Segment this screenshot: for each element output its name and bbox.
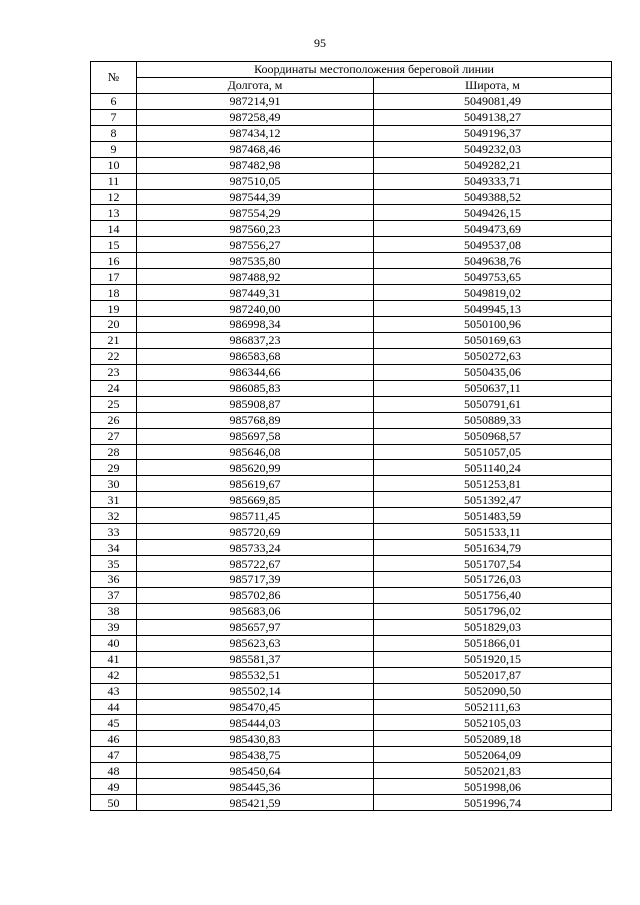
latitude-cell: 5050637,11 — [374, 380, 612, 396]
table-row — [91, 412, 612, 428]
table-body — [91, 93, 612, 810]
table-row — [91, 109, 612, 125]
latitude-cell: 5052105,03 — [374, 715, 612, 731]
table-row — [91, 396, 612, 412]
latitude-cell: 5051920,15 — [374, 651, 612, 667]
point-number-cell: 31 — [91, 492, 137, 508]
point-number-cell: 29 — [91, 460, 137, 476]
point-number-cell: 48 — [91, 763, 137, 779]
latitude-cell: 5049333,71 — [374, 173, 612, 189]
longitude-cell: 985697,58 — [137, 428, 374, 444]
table-header — [91, 62, 612, 94]
point-number-cell: 19 — [91, 301, 137, 317]
point-number-cell: 28 — [91, 444, 137, 460]
longitude-cell: 987468,46 — [137, 141, 374, 157]
longitude-cell: 987488,92 — [137, 269, 374, 285]
longitude-cell: 986085,83 — [137, 380, 374, 396]
longitude-cell: 986837,23 — [137, 332, 374, 348]
point-number-cell: 20 — [91, 317, 137, 333]
latitude-cell: 5051483,59 — [374, 508, 612, 524]
point-number-cell: 35 — [91, 556, 137, 572]
longitude-cell: 985711,45 — [137, 508, 374, 524]
point-number-cell: 40 — [91, 635, 137, 651]
longitude-cell: 985430,83 — [137, 731, 374, 747]
latitude-cell: 5049081,49 — [374, 93, 612, 109]
longitude-cell: 985450,64 — [137, 763, 374, 779]
table-row — [91, 157, 612, 173]
longitude-cell: 985421,59 — [137, 795, 374, 811]
point-number-cell: 42 — [91, 667, 137, 683]
table-row — [91, 221, 612, 237]
longitude-cell: 985532,51 — [137, 667, 374, 683]
longitude-cell: 985438,75 — [137, 747, 374, 763]
table-row — [91, 651, 612, 667]
table-row — [91, 587, 612, 603]
latitude-cell: 5050169,63 — [374, 332, 612, 348]
point-number-cell: 18 — [91, 285, 137, 301]
latitude-cell: 5051707,54 — [374, 556, 612, 572]
table-row — [91, 285, 612, 301]
longitude-cell: 985502,14 — [137, 683, 374, 699]
longitude-cell: 985445,36 — [137, 779, 374, 795]
latitude-cell: 5052017,87 — [374, 667, 612, 683]
table-row — [91, 556, 612, 572]
point-number-cell: 8 — [91, 125, 137, 141]
number-column-header: № — [91, 62, 137, 94]
longitude-cell: 985657,97 — [137, 619, 374, 635]
latitude-cell: 5049638,76 — [374, 253, 612, 269]
latitude-cell: 5052090,50 — [374, 683, 612, 699]
point-number-cell: 36 — [91, 572, 137, 588]
longitude-cell: 985720,69 — [137, 524, 374, 540]
table-row — [91, 93, 612, 109]
table-row — [91, 380, 612, 396]
table-row — [91, 683, 612, 699]
longitude-cell: 985646,08 — [137, 444, 374, 460]
longitude-cell: 985470,45 — [137, 699, 374, 715]
point-number-cell: 32 — [91, 508, 137, 524]
table-row — [91, 428, 612, 444]
latitude-cell: 5049196,37 — [374, 125, 612, 141]
latitude-cell: 5049819,02 — [374, 285, 612, 301]
point-number-cell: 21 — [91, 332, 137, 348]
table-row — [91, 301, 612, 317]
latitude-cell: 5051634,79 — [374, 540, 612, 556]
longitude-cell: 985768,89 — [137, 412, 374, 428]
table-row — [91, 460, 612, 476]
table-row — [91, 603, 612, 619]
latitude-cell: 5050889,33 — [374, 412, 612, 428]
point-number-cell: 39 — [91, 619, 137, 635]
table-row — [91, 779, 612, 795]
longitude-cell: 985717,39 — [137, 572, 374, 588]
point-number-cell: 14 — [91, 221, 137, 237]
latitude-cell: 5051726,03 — [374, 572, 612, 588]
latitude-cell: 5049473,69 — [374, 221, 612, 237]
longitude-cell: 987434,12 — [137, 125, 374, 141]
point-number-cell: 10 — [91, 157, 137, 173]
point-number-cell: 43 — [91, 683, 137, 699]
table-row — [91, 125, 612, 141]
point-number-cell: 17 — [91, 269, 137, 285]
table-row — [91, 699, 612, 715]
latitude-cell: 5051866,01 — [374, 635, 612, 651]
longitude-cell: 987214,91 — [137, 93, 374, 109]
latitude-cell: 5051796,02 — [374, 603, 612, 619]
point-number-cell: 30 — [91, 476, 137, 492]
latitude-column-header: Широта, м — [374, 77, 612, 93]
table-row — [91, 540, 612, 556]
longitude-cell: 987258,49 — [137, 109, 374, 125]
longitude-cell: 985669,85 — [137, 492, 374, 508]
latitude-cell: 5050968,57 — [374, 428, 612, 444]
longitude-column-header: Долгота, м — [137, 77, 374, 93]
point-number-cell: 6 — [91, 93, 137, 109]
table-row — [91, 508, 612, 524]
longitude-cell: 985619,67 — [137, 476, 374, 492]
table-row — [91, 269, 612, 285]
longitude-cell: 987510,05 — [137, 173, 374, 189]
latitude-cell: 5049138,27 — [374, 109, 612, 125]
point-number-cell: 41 — [91, 651, 137, 667]
longitude-cell: 987240,00 — [137, 301, 374, 317]
longitude-cell: 985908,87 — [137, 396, 374, 412]
coordinates-group-header: Координаты местоположения береговой линии — [137, 62, 612, 78]
latitude-cell: 5049388,52 — [374, 189, 612, 205]
coordinates-table — [90, 61, 612, 811]
table-row — [91, 747, 612, 763]
table-row — [91, 667, 612, 683]
point-number-cell: 37 — [91, 587, 137, 603]
point-number-cell: 47 — [91, 747, 137, 763]
table-row — [91, 763, 612, 779]
table-row — [91, 476, 612, 492]
latitude-cell: 5050791,61 — [374, 396, 612, 412]
table-row — [91, 795, 612, 811]
table-row — [91, 317, 612, 333]
latitude-cell: 5050435,06 — [374, 364, 612, 380]
point-number-cell: 44 — [91, 699, 137, 715]
longitude-cell: 987560,23 — [137, 221, 374, 237]
table-row — [91, 619, 612, 635]
latitude-cell: 5051392,47 — [374, 492, 612, 508]
table-row — [91, 492, 612, 508]
point-number-cell: 7 — [91, 109, 137, 125]
point-number-cell: 50 — [91, 795, 137, 811]
point-number-cell: 26 — [91, 412, 137, 428]
table-row — [91, 348, 612, 364]
point-number-cell: 46 — [91, 731, 137, 747]
table-row — [91, 572, 612, 588]
page-number: 95 — [314, 36, 326, 50]
latitude-cell: 5052064,09 — [374, 747, 612, 763]
point-number-cell: 25 — [91, 396, 137, 412]
latitude-cell: 5051057,05 — [374, 444, 612, 460]
longitude-cell: 986583,68 — [137, 348, 374, 364]
longitude-cell: 985722,67 — [137, 556, 374, 572]
longitude-cell: 985581,37 — [137, 651, 374, 667]
longitude-cell: 985683,06 — [137, 603, 374, 619]
latitude-cell: 5049945,13 — [374, 301, 612, 317]
latitude-cell: 5049232,03 — [374, 141, 612, 157]
point-number-cell: 11 — [91, 173, 137, 189]
longitude-cell: 987554,29 — [137, 205, 374, 221]
point-number-cell: 16 — [91, 253, 137, 269]
latitude-cell: 5051533,11 — [374, 524, 612, 540]
longitude-cell: 986998,34 — [137, 317, 374, 333]
point-number-cell: 15 — [91, 237, 137, 253]
table-row — [91, 173, 612, 189]
latitude-cell: 5051996,74 — [374, 795, 612, 811]
table-row — [91, 141, 612, 157]
longitude-cell: 985620,99 — [137, 460, 374, 476]
latitude-cell: 5050100,96 — [374, 317, 612, 333]
latitude-cell: 5050272,63 — [374, 348, 612, 364]
point-number-cell: 12 — [91, 189, 137, 205]
table-row — [91, 237, 612, 253]
point-number-cell: 49 — [91, 779, 137, 795]
point-number-cell: 38 — [91, 603, 137, 619]
longitude-cell: 987544,39 — [137, 189, 374, 205]
point-number-cell: 33 — [91, 524, 137, 540]
latitude-cell: 5051756,40 — [374, 587, 612, 603]
point-number-cell: 24 — [91, 380, 137, 396]
table-row — [91, 189, 612, 205]
latitude-cell: 5049426,15 — [374, 205, 612, 221]
latitude-cell: 5052021,83 — [374, 763, 612, 779]
table-row — [91, 444, 612, 460]
latitude-cell: 5052089,18 — [374, 731, 612, 747]
table-row — [91, 205, 612, 221]
table-row — [91, 715, 612, 731]
point-number-cell: 45 — [91, 715, 137, 731]
latitude-cell: 5051253,81 — [374, 476, 612, 492]
latitude-cell: 5052111,63 — [374, 699, 612, 715]
table-row — [91, 253, 612, 269]
table-row — [91, 635, 612, 651]
longitude-cell: 987535,80 — [137, 253, 374, 269]
latitude-cell: 5049753,65 — [374, 269, 612, 285]
point-number-cell: 9 — [91, 141, 137, 157]
table-row — [91, 332, 612, 348]
point-number-cell: 13 — [91, 205, 137, 221]
point-number-cell: 34 — [91, 540, 137, 556]
longitude-cell: 985444,03 — [137, 715, 374, 731]
table-row — [91, 524, 612, 540]
table-row — [91, 731, 612, 747]
point-number-cell: 22 — [91, 348, 137, 364]
longitude-cell: 986344,66 — [137, 364, 374, 380]
latitude-cell: 5051829,03 — [374, 619, 612, 635]
point-number-cell: 27 — [91, 428, 137, 444]
latitude-cell: 5049537,08 — [374, 237, 612, 253]
longitude-cell: 987449,31 — [137, 285, 374, 301]
longitude-cell: 985733,24 — [137, 540, 374, 556]
longitude-cell: 985702,86 — [137, 587, 374, 603]
latitude-cell: 5051140,24 — [374, 460, 612, 476]
point-number-cell: 23 — [91, 364, 137, 380]
table-row — [91, 364, 612, 380]
latitude-cell: 5049282,21 — [374, 157, 612, 173]
latitude-cell: 5051998,06 — [374, 779, 612, 795]
longitude-cell: 985623,63 — [137, 635, 374, 651]
longitude-cell: 987482,98 — [137, 157, 374, 173]
longitude-cell: 987556,27 — [137, 237, 374, 253]
